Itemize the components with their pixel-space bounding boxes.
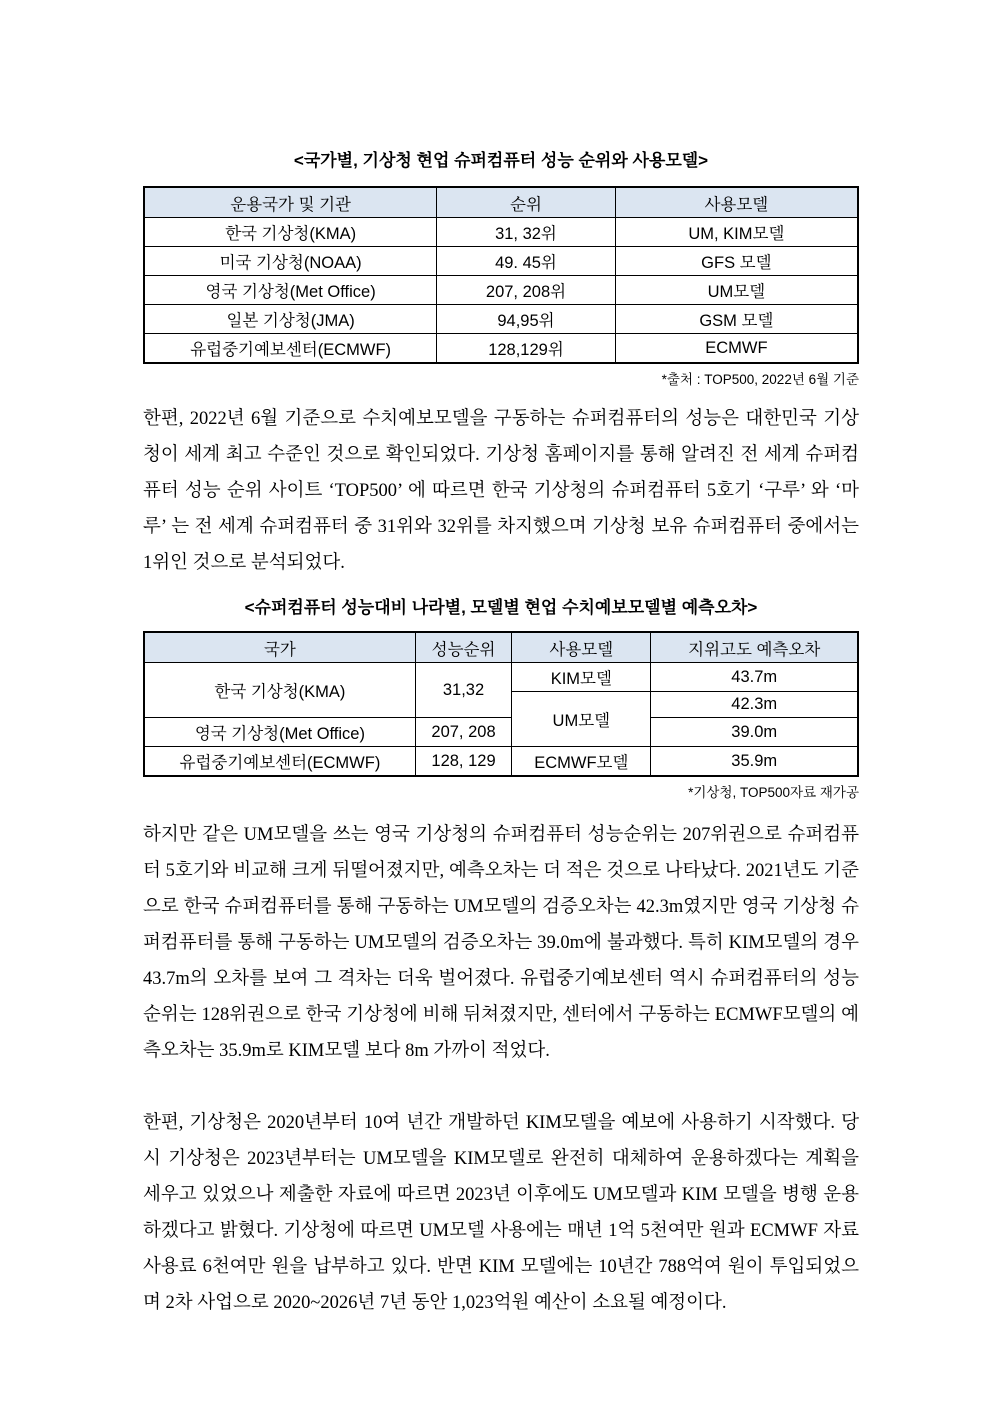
column-header-rank: 순위 — [437, 187, 616, 218]
paragraph-kim-budget: 한편, 기상청은 2020년부터 10여 년간 개발하던 KIM모델을 예보에 사용하기 시작했다. 당시 기상청은 2023년부터는 UM모델을 KIM모델로 완전히 대체하여 운용하겠다는 계획을 세우고 있었으나 제출한 자료에 따르면 2023년 이후에도 UM모델과 KIM 모델을 병행 운용하겠다고 밝혔다. 기상청에 따르면 UM모델 사용에는 매년 1억 5천여만 원과 ECMWF 자료 사용료 6천여만 원을 납부하고 있다. 반면 KIM 모델에는 10년간 788억여 원이 투입되었으며 2차 사업으로 2020~2026년 7년 동안 1,023억원 예산이 소요될 예정이다. — [143, 1113, 859, 1313]
rank-cell: 128,129위 — [437, 334, 616, 364]
column-header-country: 국가 — [144, 632, 415, 663]
country-cell: 영국 기상청(Met Office) — [144, 718, 415, 747]
error-cell: 43.7m — [651, 663, 858, 692]
table-row-uk — [144, 276, 858, 305]
rank-cell: 49. 45위 — [437, 247, 616, 276]
error-cell: 42.3m — [651, 692, 858, 718]
rank-cell: 128, 129 — [415, 747, 511, 777]
column-header-height-error: 지위고도 예측오차 — [651, 632, 858, 663]
table2-title: <슈퍼컴퓨터 성능대비 나라별, 모델별 현업 수치예보모델별 예측오차> — [244, 598, 758, 617]
table1-header-row — [144, 187, 858, 218]
model-cell: UM모델 — [512, 692, 651, 747]
model-cell: ECMWF — [615, 334, 858, 364]
country-cell: 한국 기상청(KMA) — [144, 663, 415, 718]
table2-header-row — [144, 632, 858, 663]
rank-cell: 207, 208위 — [437, 276, 616, 305]
paragraph-error-comparison: 하지만 같은 UM모델을 쓰는 영국 기상청의 슈퍼컴퓨터 성능순위는 207위권으로 슈퍼컴퓨터 5호기와 비교해 크게 뒤떨어졌지만, 예측오차는 더 적은 것으로 나타났다. 2021년도 기준으로 한국 슈퍼컴퓨터를 통해 구동하는 UM모델의 검증오차는 42.3m였지만 영국 기상청 슈퍼컴퓨터를 통해 구동하는 UM모델의 검증오차는 39.0m에 불과했다. 특히 KIM모델의 경우 43.7m의 오차를 보여 그 격차는 더욱 벌어졌다. 유럽중기예보센터 역시 슈퍼컴퓨터의 성능순위는 128위권으로 한국 기상청에 비해 뒤쳐졌지만, 센터에서 구동하는 ECMWF모델의 예측오차는 35.9m로 KIM모델 보다 8m 가까이 적었다. — [143, 825, 859, 1061]
model-cell: GSM 모델 — [615, 305, 858, 334]
error-cell: 39.0m — [651, 718, 858, 747]
document-content — [143, 150, 859, 1321]
agency-cell: 미국 기상청(NOAA) — [144, 247, 437, 276]
agency-cell: 한국 기상청(KMA) — [144, 218, 437, 247]
rank-cell: 94,95위 — [437, 305, 616, 334]
table-row-ecmwf — [144, 747, 858, 777]
table-row-korea — [144, 218, 858, 247]
rank-cell: 207, 208 — [415, 718, 511, 747]
paragraph-top500-ranking: 한편, 2022년 6월 기준으로 수치예보모델을 구동하는 슈퍼컴퓨터의 성능은 대한민국 기상청이 세계 최고 수준인 것으로 확인되었다. 기상청 홈페이지를 통해 알려진 전 세계 슈퍼컴퓨터 성능 순위 사이트 ‘TOP500’ 에 따르면 한국 기상청의 슈퍼컴퓨터 5호기 ‘구루’ 와 ‘마루’ 는 전 세계 슈퍼컴퓨터 중 31위와 32위를 차지했으며 기상청 보유 슈퍼컴퓨터 중에서는 1위인 것으로 분석되었다. — [143, 409, 859, 573]
table2-source-note: *기상청, TOP500자료 재가공 — [688, 785, 859, 800]
table-row-usa — [144, 247, 858, 276]
model-cell: GFS 모델 — [615, 247, 858, 276]
forecast-error-table — [143, 631, 859, 777]
model-cell: UM모델 — [615, 276, 858, 305]
model-cell: UM, KIM모델 — [615, 218, 858, 247]
rank-cell: 31,32 — [415, 663, 511, 718]
model-cell: KIM모델 — [512, 663, 651, 692]
table1-source-note: *출처 : TOP500, 2022년 6월 기준 — [661, 372, 859, 387]
table-row-uk-um — [144, 718, 858, 747]
table1-title: <국가별, 기상청 현업 슈퍼컴퓨터 성능 순위와 사용모델> — [293, 151, 709, 170]
column-header-model: 사용모델 — [512, 632, 651, 663]
supercomputer-ranking-table — [143, 186, 859, 364]
error-cell: 35.9m — [651, 747, 858, 777]
country-cell: 유럽중기예보센터(ECMWF) — [144, 747, 415, 777]
table-row-korea-kim — [144, 663, 858, 692]
agency-cell: 유럽중기예보센터(ECMWF) — [144, 334, 437, 364]
table-row-ecmwf — [144, 334, 858, 364]
agency-cell: 일본 기상청(JMA) — [144, 305, 437, 334]
column-header-model: 사용모델 — [615, 187, 858, 218]
column-header-agency: 운용국가 및 기관 — [144, 187, 437, 218]
rank-cell: 31, 32위 — [437, 218, 616, 247]
model-cell: ECMWF모델 — [512, 747, 651, 777]
agency-cell: 영국 기상청(Met Office) — [144, 276, 437, 305]
table-row-japan — [144, 305, 858, 334]
column-header-performance-rank: 성능순위 — [415, 632, 511, 663]
